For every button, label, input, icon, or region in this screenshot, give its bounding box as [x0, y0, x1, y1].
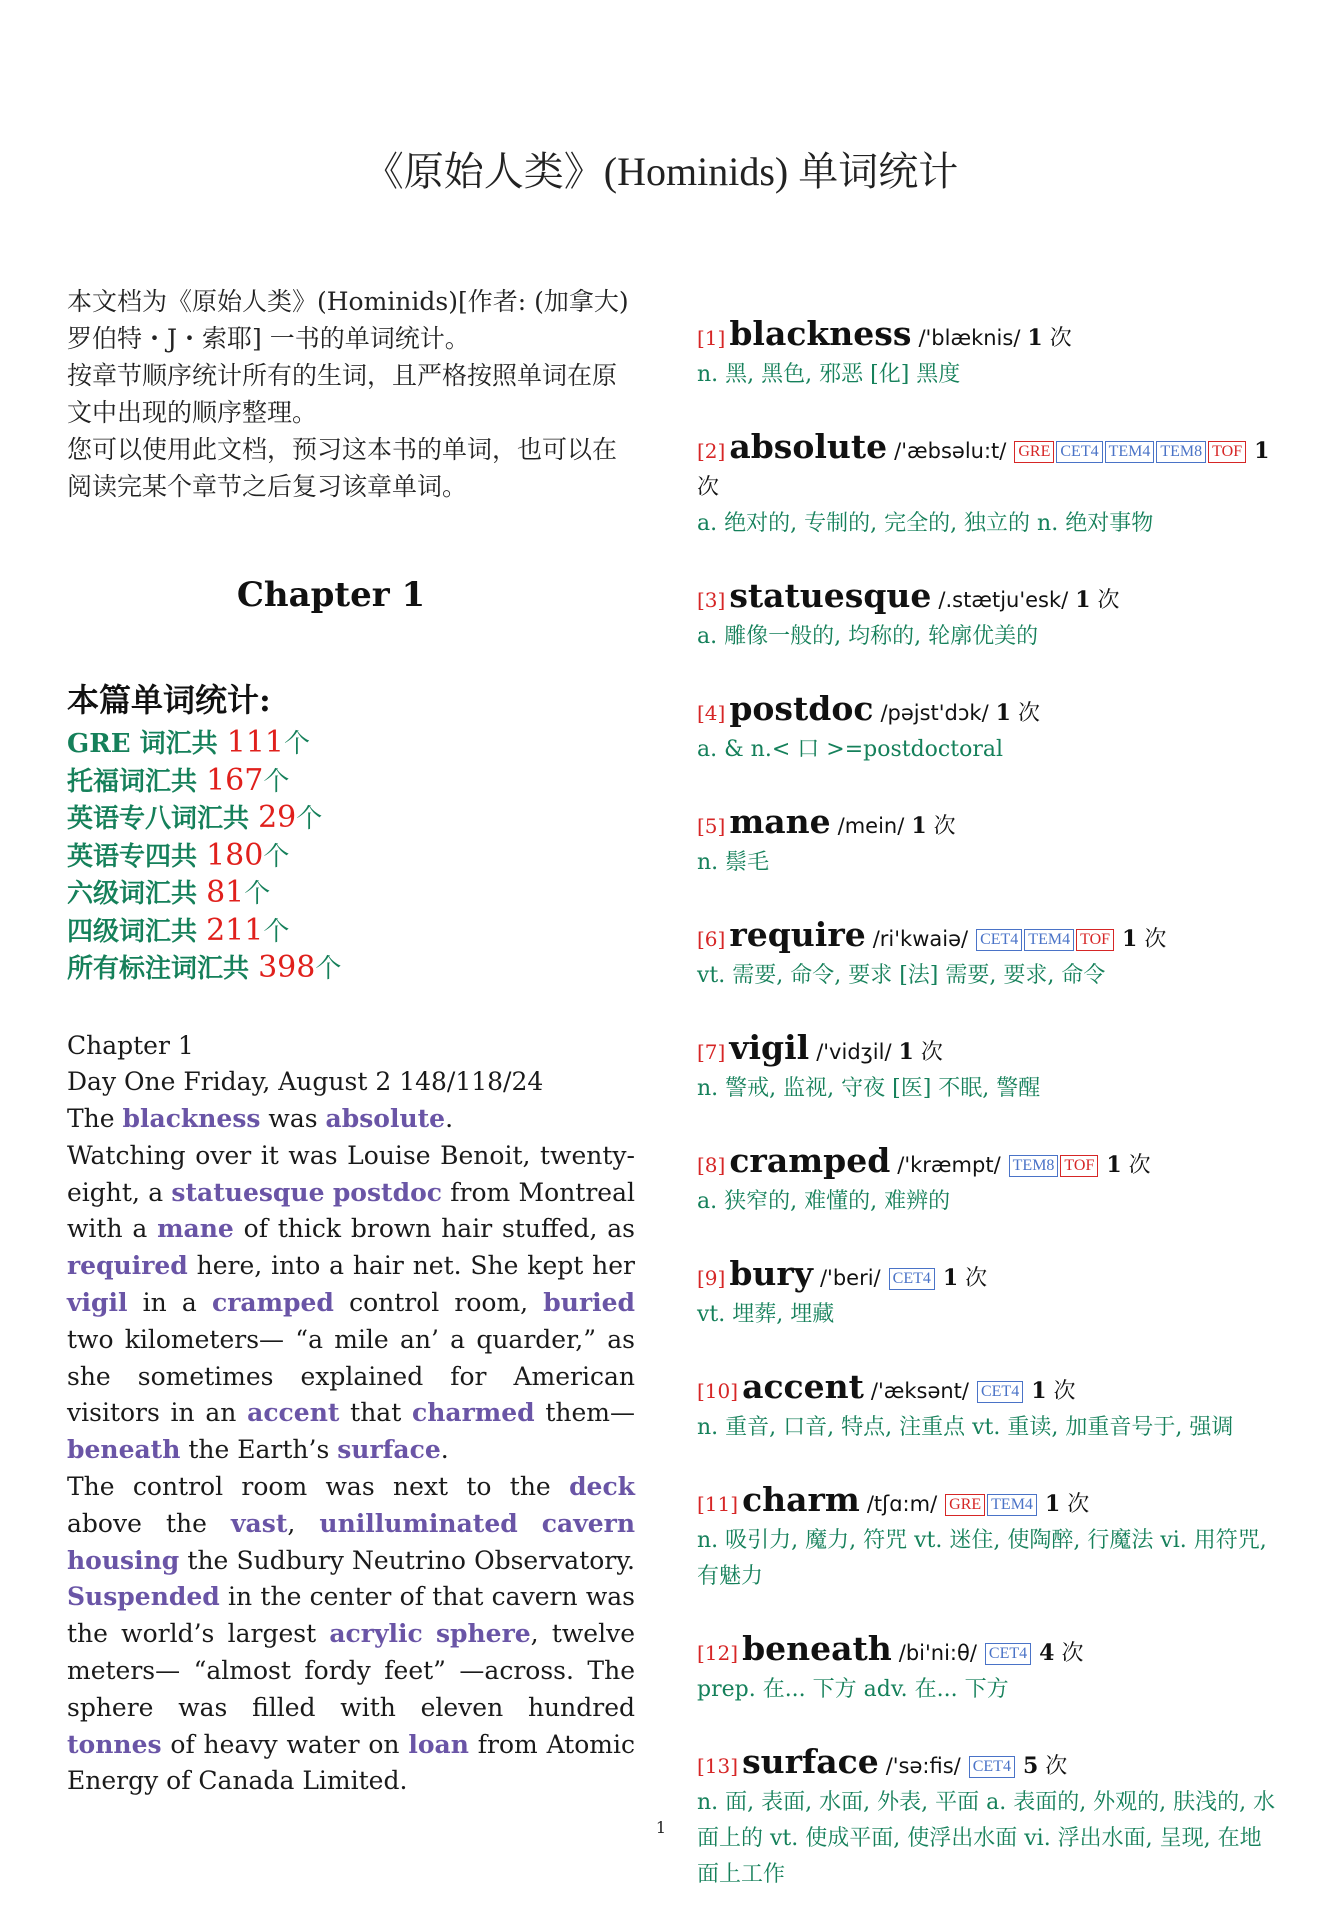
vocab-definition: n. 吸引力, 魔力, 符咒 vt. 迷住, 使陶醉, 行魔法 vi. 用符咒, 有魅力 [697, 1528, 1267, 1589]
stat-unit: 个 [315, 954, 342, 984]
vocab-count [1099, 1153, 1150, 1178]
vocab-entry-head [697, 316, 1277, 357]
vocab-definition: n. 重音, 口音, 特点, 注重点 vt. 重读, 加重音号于, 强调 [697, 1415, 1234, 1440]
vocab-definition: n. 面, 表面, 水面, 外表, 平面 a. 表面的, 外观的, 肤浅的, 水面上的 vt. 使成平面, 使浮出水面 vi. 浮出水面, 呈现, 在地面上工作 [697, 1790, 1276, 1887]
vocab-entry [697, 1369, 1277, 1446]
text-segment: . [440, 1435, 449, 1465]
vocab-entry-head [697, 429, 1277, 506]
vocab-count [1024, 1379, 1075, 1404]
vocab-index: [10] [697, 1379, 739, 1403]
vocab-word: cramped [729, 1141, 891, 1180]
highlighted-word: absolute [325, 1104, 446, 1134]
left-column [67, 283, 635, 1800]
stat-line [67, 950, 635, 988]
exam-tag-badge: TEM4 [1105, 441, 1155, 463]
exam-tag-badge: TEM4 [1024, 929, 1074, 951]
highlighted-word: blackness [122, 1104, 261, 1134]
highlighted-word: surface [337, 1435, 441, 1465]
stat-label: 所有标注词汇共 [67, 954, 259, 984]
vocab-entry-head [697, 804, 1277, 845]
vocab-phonetic: /bi'ni:θ/ [898, 1641, 977, 1665]
highlighted-word: vast [231, 1508, 288, 1538]
vocab-count-number: 1 [995, 700, 1011, 726]
exam-tag-badge: CET4 [985, 1643, 1031, 1665]
vocab-count-unit: 次 [933, 814, 956, 839]
vocab-entry [697, 804, 1277, 881]
vocab-entry-head [697, 917, 1277, 958]
vocab-count [1038, 1492, 1089, 1517]
vocab-count-number: 1 [1031, 1378, 1047, 1404]
vocab-definition: vt. 埋葬, 埋藏 [697, 1302, 835, 1327]
text-paragraph-3 [67, 1469, 635, 1800]
highlighted-word: deck [569, 1472, 635, 1502]
highlighted-word: Suspended [67, 1582, 220, 1612]
text-segment: them— [534, 1398, 635, 1428]
vocab-count-unit: 次 [1144, 927, 1167, 952]
highlighted-word: required [67, 1251, 188, 1281]
highlighted-word: charmed [412, 1398, 535, 1428]
vocab-count [1032, 1641, 1083, 1666]
stat-count: 111 [226, 725, 284, 760]
vocab-index: [2] [697, 439, 726, 463]
text-segment: was [260, 1104, 326, 1134]
vocab-word: beneath [742, 1629, 892, 1668]
exam-tag-badge: TEM8 [1156, 441, 1206, 463]
vocab-entry [697, 1030, 1277, 1107]
exam-tag-badge: TEM8 [1009, 1155, 1059, 1177]
vocab-count-number: 1 [942, 1265, 959, 1291]
stat-count: 81 [206, 875, 245, 910]
highlighted-word: acrylic [329, 1619, 423, 1649]
stat-label: 托福词汇共 [67, 766, 207, 797]
vocab-count-unit: 次 [697, 475, 720, 500]
vocab-word: absolute [729, 427, 888, 466]
vocab-index: [6] [697, 927, 726, 951]
highlighted-word: statuesque [171, 1177, 325, 1207]
text-paragraph-1 [67, 1101, 635, 1138]
vocab-count-bold [1023, 1753, 1038, 1779]
stat-line [67, 913, 635, 951]
vocab-entry-head [697, 1369, 1277, 1410]
vocab-count-bold [1254, 438, 1269, 464]
text-segment: control room, [333, 1288, 544, 1318]
page-number: 1 [655, 1818, 667, 1837]
exam-tag-badge: CET4 [1056, 441, 1102, 463]
vocab-entry [697, 1143, 1277, 1220]
vocab-entry-head [697, 1030, 1277, 1071]
vocab-entry [697, 578, 1277, 655]
stat-count: 180 [206, 837, 264, 873]
page-title: 《原始人类》(Hominids) 单词统计 [363, 149, 959, 194]
text-segment: of thick brown hair stuffed, as [233, 1214, 635, 1244]
vocab-entry-head [697, 691, 1277, 732]
text-segment: The [67, 1104, 123, 1134]
text-day-line: Day One Friday, August 2 148/118/24 [67, 1067, 544, 1097]
highlighted-word: vigil [67, 1288, 128, 1318]
vocab-word: accent [742, 1367, 864, 1406]
vocab-index: [1] [697, 326, 726, 350]
vocab-index: [11] [697, 1492, 739, 1516]
vocab-word: charm [742, 1480, 860, 1519]
vocab-definition: vt. 需要, 命令, 要求 [法] 需要, 要求, 命令 [697, 963, 1106, 988]
stat-count: 211 [206, 912, 264, 948]
vocab-entry-head [697, 1482, 1277, 1523]
vocab-count-number: 1 [1106, 1152, 1122, 1178]
vocab-entry [697, 1256, 1277, 1333]
highlighted-word: postdoc [332, 1177, 442, 1207]
vocab-word: postdoc [729, 689, 874, 728]
text-paragraph-2 [67, 1138, 635, 1469]
vocab-count-bold [1075, 587, 1090, 613]
stat-label: 英语专四共 [67, 841, 207, 872]
vocab-count-number: 5 [1022, 1753, 1039, 1779]
intro [67, 283, 635, 505]
stat-label: 四级词汇共 [67, 916, 207, 947]
intro-paragraph-2: 按章节顺序统计所有的生词，且严格按照单词在原文中出现的顺序整理。 [67, 361, 618, 427]
text-segment: in a [127, 1288, 212, 1318]
exam-tag-badge: CET4 [976, 929, 1022, 951]
text-segment: in the center of that cavern was the world’s largest [67, 1582, 635, 1649]
text-chapter-line: Chapter 1 [67, 1030, 194, 1060]
vocab-phonetic: /pəjst'dɔk/ [880, 701, 989, 725]
chapter-text [67, 1028, 635, 1801]
vocab-definition: a. 狭窄的, 难懂的, 难辨的 [697, 1189, 951, 1214]
vocab-entry-head [697, 1143, 1277, 1184]
stats-list [67, 725, 635, 988]
exam-tag-badge: CET4 [969, 1756, 1015, 1778]
exam-tag-badge: TOF [1208, 441, 1246, 463]
vocab-index: [8] [697, 1153, 726, 1177]
text-segment: the Earth’s [180, 1435, 338, 1465]
intro-paragraph-3: 您可以使用此文档，预习这本书的单词，也可以在阅读完某个章节之后复习该章单词。 [67, 435, 618, 501]
vocab-phonetic: /mein/ [837, 814, 905, 838]
text-segment [423, 1619, 436, 1648]
stat-unit: 个 [263, 916, 290, 947]
exam-tag-badge: TOF [1076, 929, 1114, 951]
exam-tag-badge: GRE [945, 1494, 985, 1516]
vocab-index: [3] [697, 588, 726, 612]
vocab-phonetic: /'blæknis/ [918, 326, 1021, 350]
stat-unit: 个 [263, 841, 290, 872]
vocab-definition: a. & n.< 口 >=postdoctoral [697, 737, 1003, 762]
text-segment: that [339, 1398, 412, 1428]
vocab-word: bury [729, 1254, 813, 1293]
vocab-phonetic: /.stætju'esk/ [938, 588, 1069, 612]
text-segment: above the [67, 1508, 232, 1538]
vocab-entry-head [697, 578, 1277, 619]
highlighted-word: unilluminated [319, 1508, 518, 1538]
vocab-count-unit: 次 [1017, 701, 1040, 726]
vocab-count-number: 4 [1039, 1640, 1055, 1666]
vocab-count-number: 1 [1075, 587, 1091, 613]
vocab-definition: n. 警戒, 监视, 守夜 [医] 不眠, 警醒 [697, 1076, 1041, 1101]
vocab-phonetic: /'æbsəlu:t/ [894, 439, 1007, 463]
stat-count: 167 [206, 762, 264, 798]
vocab-count [1027, 326, 1071, 351]
vocab-count-bold [1039, 1640, 1054, 1666]
chapter-heading: Chapter 1 [236, 575, 426, 615]
vocab-count-bold [943, 1265, 958, 1291]
vocab-count [1115, 927, 1166, 952]
vocab-count-unit: 次 [1049, 326, 1072, 351]
vocab-word: blackness [729, 314, 912, 353]
exam-tag-badge: GRE [1014, 441, 1054, 463]
text-segment: The control room was next to the [67, 1472, 570, 1502]
vocab-count-bold [1045, 1491, 1060, 1517]
text-segment: from Atomic Energy of Canada Limited. [67, 1729, 635, 1796]
vocab-entry-head [697, 1744, 1277, 1785]
stat-line [67, 875, 635, 913]
vocab-phonetic: /'vidʒil/ [816, 1040, 892, 1064]
vocab-definition: n. 鬃毛 [697, 850, 770, 875]
stat-label: 英语专八词汇共 [67, 804, 259, 834]
vocab-entry-head [697, 1631, 1277, 1672]
vocab-definition: a. 雕像一般的, 均称的, 轮廓优美的 [697, 624, 1039, 649]
vocab-word: mane [729, 802, 831, 841]
stat-line [67, 763, 635, 801]
stat-line [67, 725, 635, 763]
vocab-count-bold [1027, 325, 1042, 351]
text-segment [518, 1509, 542, 1538]
highlighted-word: mane [157, 1214, 234, 1244]
highlighted-word: accent [247, 1398, 340, 1428]
vocab-definition: a. 绝对的, 专制的, 完全的, 独立的 n. 绝对事物 [697, 511, 1154, 536]
highlighted-word: housing [67, 1545, 180, 1575]
text-segment: two kilometers— “a mile an’ a quarder,” as she sometimes explained for American visitors in an [67, 1324, 635, 1428]
text-segment: here, into a hair net. She kept her [187, 1251, 635, 1281]
vocab-count-unit: 次 [920, 1040, 943, 1065]
vocab-entry [697, 691, 1277, 768]
vocab-entry [697, 1482, 1277, 1595]
text-segment: the Sudbury Neutrino Observatory. [179, 1545, 635, 1575]
vocab-word: statuesque [729, 576, 932, 615]
intro-paragraph-1: 本文档为《原始人类》(Hominids)[作者: (加拿大) 罗伯特・J・索耶] 一书的单词统计。 [67, 287, 629, 353]
vocab-count-unit: 次 [1128, 1153, 1151, 1178]
vocab-count-number: 1 [1254, 438, 1270, 464]
vocab-index: [13] [697, 1754, 739, 1778]
vocab-definition: prep. 在... 下方 adv. 在... 下方 [697, 1677, 1009, 1702]
vocab-index: [12] [697, 1641, 739, 1665]
stat-line [67, 800, 635, 838]
exam-tag-badge: TOF [1060, 1155, 1098, 1177]
stat-unit: 个 [284, 729, 311, 759]
vocabulary-list [697, 316, 1277, 1929]
highlighted-word: sphere [435, 1619, 531, 1649]
vocab-count-bold [1031, 1378, 1046, 1404]
vocab-index: [4] [697, 701, 726, 725]
text-segment: of heavy water on [161, 1729, 409, 1759]
stats-heading: 本篇单词统计: [67, 681, 271, 719]
vocab-word: surface [742, 1742, 879, 1781]
vocab-count-unit: 次 [1061, 1641, 1084, 1666]
vocab-entry-head [697, 1256, 1277, 1297]
text-segment: from Montreal with a [67, 1177, 635, 1244]
vocab-index: [7] [697, 1040, 726, 1064]
vocab-phonetic: /'æksənt/ [870, 1379, 969, 1403]
vocab-count-unit: 次 [1045, 1754, 1068, 1779]
stat-unit: 个 [244, 879, 271, 909]
vocab-count-number: 1 [1122, 926, 1138, 952]
vocab-entry [697, 917, 1277, 994]
stat-label: GRE 词汇共 [67, 729, 227, 759]
exam-tag-badge: TEM4 [987, 1494, 1037, 1516]
highlighted-word: cramped [211, 1288, 334, 1318]
vocab-entry [697, 1631, 1277, 1708]
stat-count: 29 [258, 800, 297, 835]
vocab-count-number: 1 [1044, 1491, 1061, 1517]
vocab-word: require [729, 915, 866, 954]
text-segment: Watching over it was Louise Benoit, twenty-eight, a [67, 1140, 635, 1207]
vocab-index: [9] [697, 1266, 726, 1290]
vocab-phonetic: /'sə:fis/ [885, 1754, 961, 1778]
highlighted-word: buried [543, 1288, 636, 1318]
stat-line [67, 838, 635, 876]
text-segment [325, 1178, 333, 1207]
stat-label: 六级词汇共 [67, 879, 207, 909]
vocab-count-bold [1106, 1152, 1121, 1178]
stat-count: 398 [258, 950, 316, 985]
vocab-count-bold [1122, 926, 1137, 952]
vocab-count [1016, 1754, 1067, 1779]
exam-tag-badge: CET4 [977, 1381, 1023, 1403]
vocab-count-bold [911, 813, 926, 839]
text-segment: , twelve meters— “almost fordy feet” —across. The sphere was filled with eleven hundred [67, 1619, 635, 1722]
vocab-word: vigil [729, 1028, 810, 1067]
vocab-phonetic: /'kræmpt/ [897, 1153, 1001, 1177]
vocab-phonetic: /tʃɑ:m/ [866, 1492, 938, 1516]
vocab-count-unit: 次 [1097, 588, 1120, 613]
vocab-count [1075, 588, 1119, 613]
highlighted-word: tonnes [67, 1729, 162, 1759]
vocab-definition: n. 黑, 黑色, 邪恶 [化] 黑度 [697, 362, 961, 387]
stat-unit: 个 [296, 804, 323, 834]
stat-unit: 个 [263, 766, 290, 797]
highlighted-word: cavern [541, 1508, 635, 1538]
text-segment: , [287, 1508, 320, 1538]
vocab-count [899, 1040, 943, 1065]
vocab-count [911, 814, 955, 839]
highlighted-word: loan [408, 1729, 469, 1759]
vocab-count-number: 1 [1027, 325, 1043, 351]
vocab-count-unit: 次 [965, 1266, 988, 1291]
vocab-index: [5] [697, 814, 726, 838]
vocab-entry [697, 316, 1277, 393]
vocab-count-number: 1 [898, 1039, 914, 1065]
vocab-count [996, 701, 1040, 726]
text-segment: . [445, 1104, 454, 1134]
vocab-count-unit: 次 [1067, 1492, 1090, 1517]
vocab-count-bold [996, 700, 1011, 726]
vocab-count-unit: 次 [1053, 1379, 1076, 1404]
vocab-phonetic: /ri'kwaiə/ [872, 927, 969, 951]
vocab-phonetic: /'beri/ [819, 1266, 881, 1290]
vocab-count-bold [899, 1039, 914, 1065]
vocab-count [936, 1266, 987, 1291]
exam-tag-badge: CET4 [889, 1268, 935, 1290]
vocab-entry [697, 429, 1277, 542]
highlighted-word: beneath [67, 1435, 181, 1465]
vocab-count-number: 1 [911, 813, 927, 839]
